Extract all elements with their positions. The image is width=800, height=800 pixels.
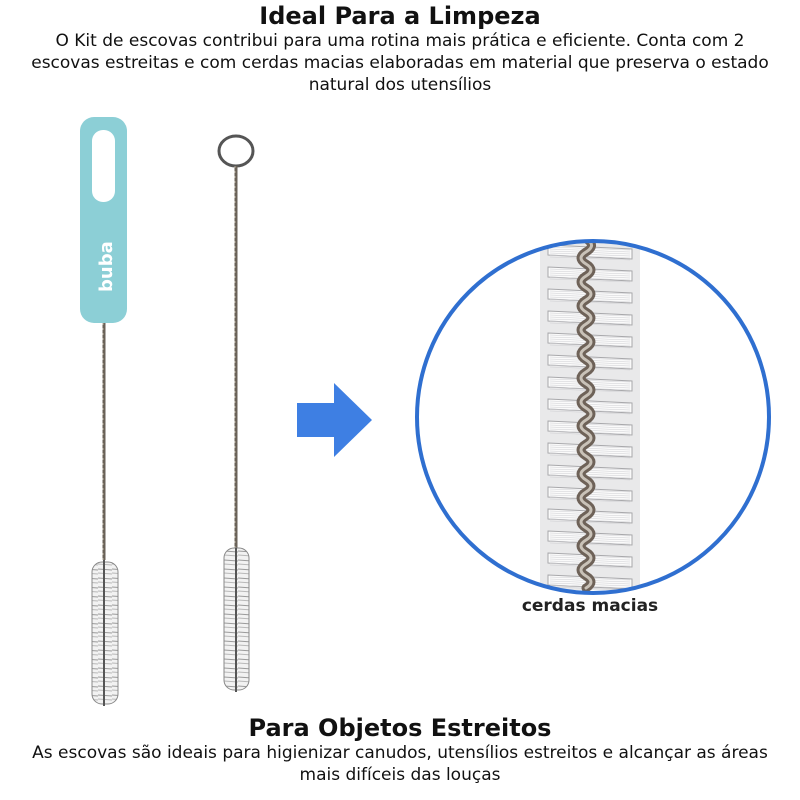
top-description: O Kit de escovas contribui para uma rotina mais prática e eficiente. Conta com 2 escovas estreitas e com cerdas macias elaboradas em material que preserva o estado natural dos utensílios bbox=[31, 31, 769, 95]
bottom-description: As escovas são ideais para higienizar canudos, utensílios estreitos e alcançar as áreas mais difíceis das louças bbox=[32, 743, 768, 785]
magnifier bbox=[417, 230, 769, 593]
bristles-caption: cerdas macias bbox=[521, 596, 659, 616]
bottom-title: Para Objetos Estreitos bbox=[248, 714, 552, 742]
zoomed-bristles bbox=[540, 230, 640, 590]
arrow-right-icon bbox=[297, 383, 372, 457]
wire-loop bbox=[219, 136, 253, 166]
top-title: Ideal Para a Limpeza bbox=[259, 2, 541, 30]
brand-logo: buba bbox=[96, 241, 117, 292]
brush-with-loop bbox=[219, 136, 253, 692]
brush-with-handle bbox=[80, 117, 127, 706]
handle-loop bbox=[92, 130, 115, 202]
